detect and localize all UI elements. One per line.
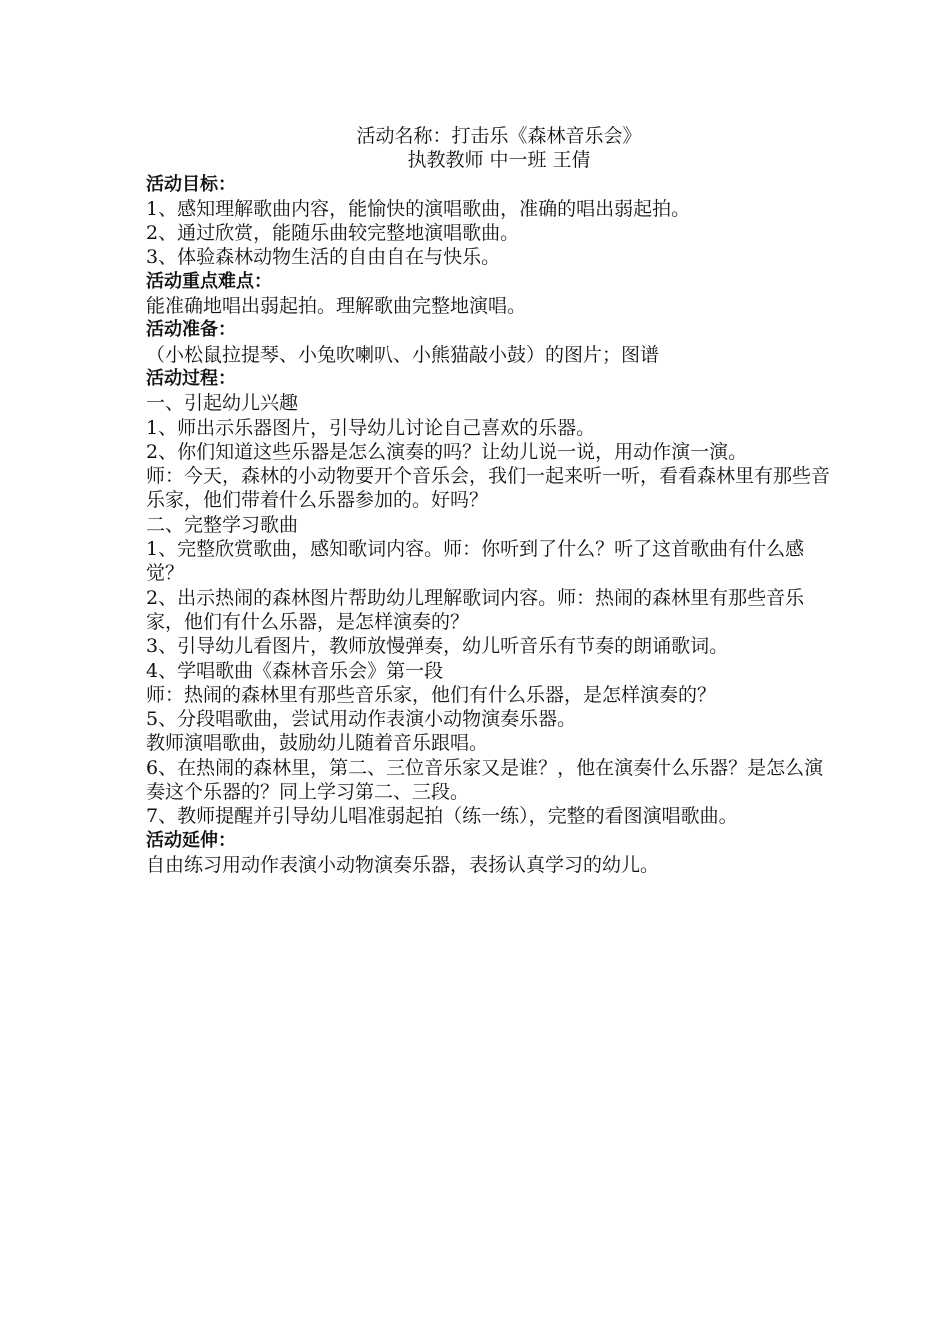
goal-item: 1、感知理解歌曲内容，能愉快的演唱歌曲，准确的唱出弱起拍。 <box>146 197 691 220</box>
document-body <box>146 124 836 877</box>
process-step: 3、引导幼儿看图片，教师放慢弹奏，幼儿听音乐有节奏的朗诵歌词。 <box>146 635 729 658</box>
process-step: 1、完整欣赏歌曲，感知歌词内容。师：你听到了什么？听了这首歌曲有什么感觉？ <box>146 538 805 585</box>
process-subheading: 一、引起幼儿兴趣 <box>146 392 299 415</box>
process-step: 7、教师提醒并引导幼儿唱准弱起拍（练一练），完整的看图演唱歌曲。 <box>146 805 738 828</box>
process-step: 2、你们知道这些乐器是怎么演奏的吗？让幼儿说一说，用动作演一演。 <box>146 440 748 463</box>
process-step: 5、分段唱歌曲，尝试用动作表演小动物演奏乐器。 <box>146 708 577 731</box>
process-dialogue: 师：今天，森林的小动物要开个音乐会，我们一起来听一听，看看森林里有那些音乐家，他们带着什么乐器参加的。好吗？ <box>146 465 831 512</box>
goals-heading: 活动目标： <box>146 173 236 195</box>
extension-heading: 活动延伸： <box>146 829 236 851</box>
process-step: 6、在热闹的森林里，第二、三位音乐家又是谁？，他在演奏什么乐器？是怎么演奏这个乐器的？同上学习第二、三段。 <box>146 756 824 804</box>
process-dialogue: 教师演唱歌曲，鼓励幼儿随着音乐跟唱。 <box>146 732 489 755</box>
preparation-heading: 活动准备： <box>146 319 236 341</box>
goal-item: 2、通过欣赏，能随乐曲较完整地演唱歌曲。 <box>146 222 520 245</box>
process-subheading: 二、完整学习歌曲 <box>146 513 299 536</box>
teacher-line: 执教教师 中一班 王倩 <box>407 149 591 172</box>
key-points-heading: 活动重点难点： <box>146 270 272 292</box>
process-dialogue: 师：热闹的森林里有那些音乐家，他们有什么乐器，是怎样演奏的？ <box>146 683 717 706</box>
process-step: 2、出示热闹的森林图片帮助幼儿理解歌词内容。师：热闹的森林里有那些音乐家，他们有什么乐器，是怎样演奏的？ <box>146 586 805 633</box>
extension-text: 自由练习用动作表演小动物演奏乐器，表扬认真学习的幼儿。 <box>146 853 660 876</box>
goal-item: 3、体验森林动物生活的自由自在与快乐。 <box>146 246 501 269</box>
process-step: 1、师出示乐器图片，引导幼儿讨论自己喜欢的乐器。 <box>146 416 596 439</box>
process-step: 4、学唱歌曲《森林音乐会》第一段 <box>146 659 444 682</box>
key-points-text: 能准确地唱出弱起拍。理解歌曲完整地演唱。 <box>146 295 527 318</box>
process-heading: 活动过程： <box>146 367 236 389</box>
activity-title: 活动名称：打击乐《森林音乐会》 <box>356 125 642 147</box>
preparation-text: （小松鼠拉提琴、小兔吹喇叭、小熊猫敲小鼓）的图片；图谱 <box>146 343 660 366</box>
